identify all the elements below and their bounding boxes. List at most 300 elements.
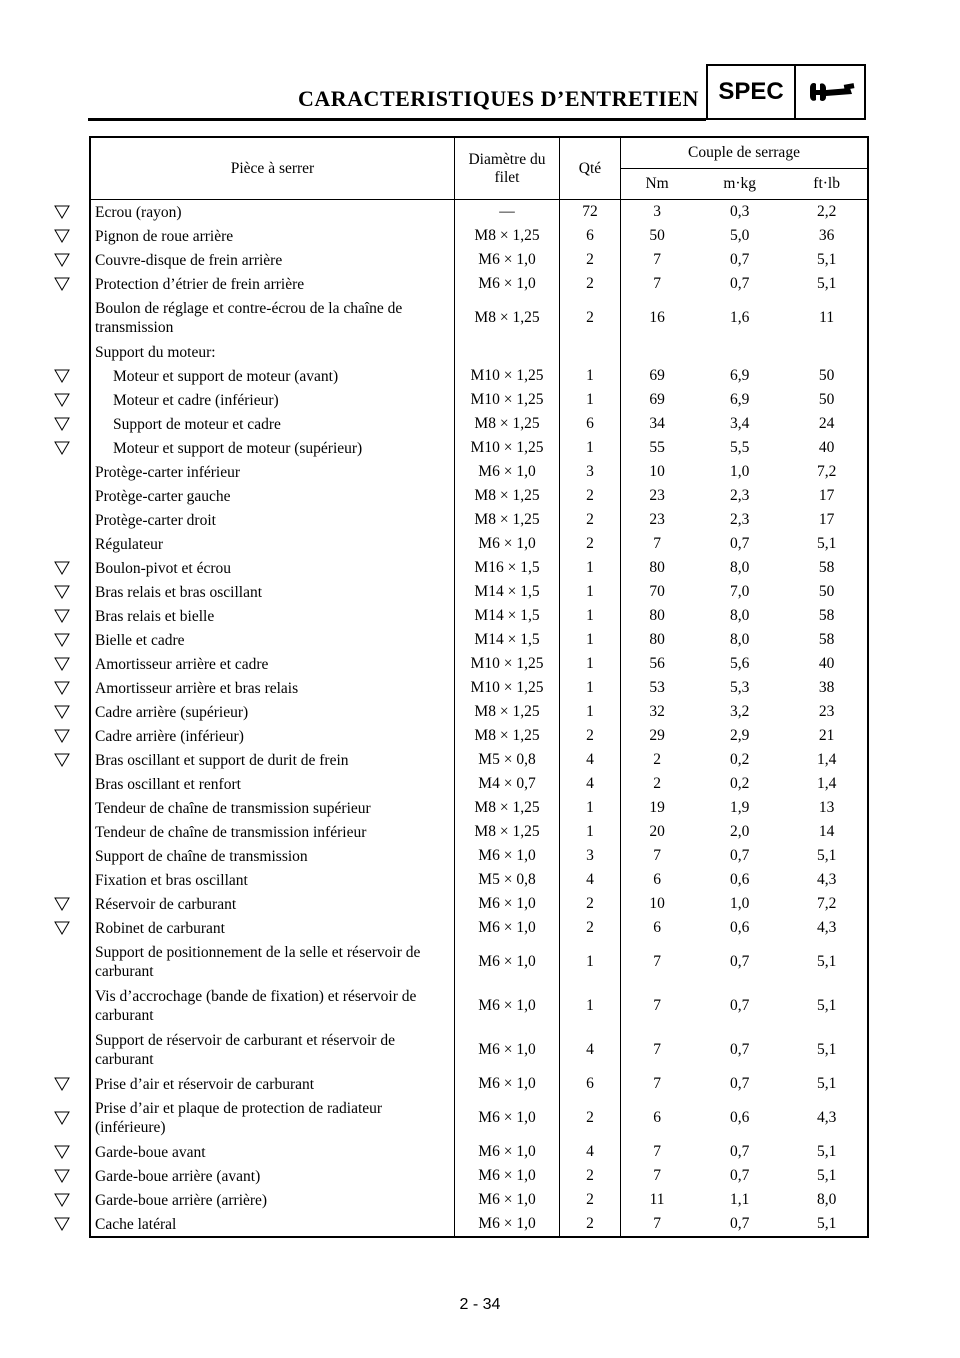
nm-cell: 32 xyxy=(649,703,665,720)
part-name: Protège-carter droit xyxy=(95,511,216,529)
table-row xyxy=(90,940,868,984)
mkg-cell: 0,3 xyxy=(730,203,750,220)
mkg-cell: 3,4 xyxy=(730,415,750,432)
part-name: Protège-carter gauche xyxy=(95,487,231,505)
table-row xyxy=(90,1212,868,1237)
table-row xyxy=(90,984,868,1028)
header-part: Pièce à serrer xyxy=(90,137,455,200)
qty-cell: 1 xyxy=(560,676,621,700)
mkg-cell: 1,6 xyxy=(730,309,750,326)
nm-cell: 69 xyxy=(649,391,665,408)
triangle-warning-icon xyxy=(54,609,70,623)
page-number: 2 - 34 xyxy=(459,1296,501,1313)
part-name: Bras relais et bras oscillant xyxy=(95,583,263,601)
triangle-warning-icon xyxy=(54,1145,70,1159)
diameter-cell: M14 × 1,5 xyxy=(455,628,560,652)
ftlb-cell: 5,1 xyxy=(816,1075,837,1092)
diameter-cell: M6 × 1,0 xyxy=(455,532,560,556)
nm-cell: 7 xyxy=(653,1143,661,1160)
triangle-warning-icon xyxy=(54,585,70,599)
qty-cell: 2 xyxy=(560,892,621,916)
part-cell xyxy=(90,200,455,225)
nm-cell: 7 xyxy=(653,1215,661,1232)
part-cell xyxy=(90,580,455,604)
part-name: Cache latéral xyxy=(95,1215,177,1233)
mkg-cell: 2,0 xyxy=(730,823,750,840)
triangle-warning-icon xyxy=(54,921,70,935)
table-row xyxy=(90,508,868,532)
mkg-cell: 6,9 xyxy=(730,391,750,408)
part-name: Bras oscillant et renfort xyxy=(95,775,241,793)
qty-cell: 6 xyxy=(560,224,621,248)
qty-cell: 3 xyxy=(560,844,621,868)
table-row xyxy=(90,748,868,772)
nm-cell: 7 xyxy=(653,535,661,552)
nm-cell: 7 xyxy=(653,1041,661,1058)
part-cell xyxy=(90,984,455,1028)
ftlb-cell: 40 xyxy=(818,655,835,672)
diameter-cell: M6 × 1,0 xyxy=(455,1164,560,1188)
table-row xyxy=(90,248,868,272)
nm-cell: 16 xyxy=(649,309,665,326)
part-cell xyxy=(90,604,455,628)
triangle-warning-icon xyxy=(54,561,70,575)
diameter-cell: M10 × 1,25 xyxy=(455,652,560,676)
nm-cell: 7 xyxy=(653,953,661,970)
mkg-cell: 2,3 xyxy=(730,511,750,528)
ftlb-cell: 4,3 xyxy=(816,919,837,936)
part-cell xyxy=(90,1140,455,1164)
part-cell xyxy=(90,248,455,272)
triangle-warning-icon xyxy=(54,681,70,695)
part-name: Réservoir de carburant xyxy=(95,895,237,913)
ftlb-cell: 23 xyxy=(818,703,835,720)
ftlb-cell: 17 xyxy=(818,511,835,528)
part-cell xyxy=(90,296,455,340)
ftlb-cell: 58 xyxy=(818,631,835,648)
qty-cell: 2 xyxy=(560,272,621,296)
part-name: Bras relais et bielle xyxy=(95,607,215,625)
ftlb-cell: 2,2 xyxy=(816,203,837,220)
part-cell xyxy=(90,484,455,508)
page-header xyxy=(0,0,960,130)
part-name: Support de réservoir de carburant et réservoir de carburant xyxy=(95,1032,395,1068)
qty-cell: 2 xyxy=(560,484,621,508)
table-row xyxy=(90,296,868,340)
table-row xyxy=(90,224,868,248)
nm-cell xyxy=(621,340,694,364)
nm-cell: 80 xyxy=(649,559,665,576)
table-row xyxy=(90,1072,868,1096)
diameter-cell: M10 × 1,25 xyxy=(455,676,560,700)
qty-cell: 4 xyxy=(560,772,621,796)
qty-cell: 2 xyxy=(560,724,621,748)
nm-cell: 70 xyxy=(649,583,665,600)
qty-cell: 2 xyxy=(560,916,621,940)
diameter-cell: M6 × 1,0 xyxy=(455,1072,560,1096)
nm-cell: 6 xyxy=(653,871,661,888)
mkg-cell: 0,7 xyxy=(730,997,750,1014)
part-name: Bras oscillant et support de durit de frein xyxy=(95,751,349,769)
ftlb-cell: 5,1 xyxy=(816,251,837,268)
mkg-cell: 7,0 xyxy=(730,583,750,600)
table-row xyxy=(90,628,868,652)
diameter-cell: M6 × 1,0 xyxy=(455,248,560,272)
diameter-cell xyxy=(455,340,560,364)
header-unit-nm: Nm xyxy=(621,169,694,200)
diameter-cell: M14 × 1,5 xyxy=(455,580,560,604)
mkg-cell: 1,0 xyxy=(730,463,750,480)
diameter-cell: M10 × 1,25 xyxy=(455,364,560,388)
nm-cell: 19 xyxy=(649,799,665,816)
ftlb-cell: 5,1 xyxy=(816,1143,837,1160)
nm-cell: 10 xyxy=(649,463,665,480)
qty-cell: 4 xyxy=(560,868,621,892)
part-cell xyxy=(90,1212,455,1237)
diameter-cell: M6 × 1,0 xyxy=(455,940,560,984)
diameter-cell: M10 × 1,25 xyxy=(455,388,560,412)
qty-cell: 1 xyxy=(560,940,621,984)
qty-cell: 4 xyxy=(560,748,621,772)
diameter-cell: M6 × 1,0 xyxy=(455,1096,560,1140)
qty-cell: 2 xyxy=(560,1096,621,1140)
part-name: Support de chaîne de transmission xyxy=(95,847,308,865)
ftlb-cell: 5,1 xyxy=(816,1041,837,1058)
part-cell xyxy=(90,844,455,868)
diameter-cell: M6 × 1,0 xyxy=(455,984,560,1028)
diameter-cell: M8 × 1,25 xyxy=(455,484,560,508)
table-row xyxy=(90,460,868,484)
part-cell xyxy=(90,796,455,820)
mkg-cell xyxy=(693,340,786,364)
nm-cell: 3 xyxy=(653,203,661,220)
table-row xyxy=(90,892,868,916)
ftlb-cell: 4,3 xyxy=(816,1109,837,1126)
triangle-warning-icon xyxy=(54,1193,70,1207)
mkg-cell: 0,2 xyxy=(730,775,750,792)
part-name: Amortisseur arrière et bras relais xyxy=(95,679,299,697)
torque-spec-table xyxy=(89,136,869,1238)
nm-cell: 69 xyxy=(649,367,665,384)
ftlb-cell: 5,1 xyxy=(816,953,837,970)
table-row xyxy=(90,340,868,364)
qty-cell: 1 xyxy=(560,700,621,724)
part-cell xyxy=(90,532,455,556)
part-cell xyxy=(90,556,455,580)
ftlb-cell: 13 xyxy=(818,799,835,816)
nm-cell: 2 xyxy=(653,751,661,768)
mkg-cell: 0,7 xyxy=(730,275,750,292)
qty-cell: 1 xyxy=(560,820,621,844)
diameter-cell: M8 × 1,25 xyxy=(455,796,560,820)
part-cell xyxy=(90,772,455,796)
mkg-cell: 1,1 xyxy=(730,1191,750,1208)
triangle-warning-icon xyxy=(54,1217,70,1231)
qty-cell xyxy=(560,340,621,364)
qty-cell: 2 xyxy=(560,296,621,340)
qty-cell: 1 xyxy=(560,984,621,1028)
nm-cell: 23 xyxy=(649,487,665,504)
nm-cell: 7 xyxy=(653,1075,661,1092)
table-row xyxy=(90,676,868,700)
ftlb-cell: 8,0 xyxy=(816,1191,837,1208)
table-row xyxy=(90,868,868,892)
diameter-cell: M6 × 1,0 xyxy=(455,1028,560,1072)
mkg-cell: 5,6 xyxy=(730,655,750,672)
page-title: CARACTERISTIQUES D’ENTRETIEN xyxy=(298,86,699,111)
qty-cell: 6 xyxy=(560,412,621,436)
triangle-warning-icon xyxy=(54,205,70,219)
nm-cell: 6 xyxy=(653,919,661,936)
mkg-cell: 8,0 xyxy=(730,559,750,576)
wrench-icon xyxy=(796,66,864,118)
part-name: Moteur et support de moteur (avant) xyxy=(113,367,339,385)
mkg-cell: 0,7 xyxy=(730,953,750,970)
part-cell xyxy=(90,820,455,844)
table-row xyxy=(90,1028,868,1072)
table-row xyxy=(90,724,868,748)
part-name: Prise d’air et plaque de protection de radiateur (inférieure) xyxy=(95,1100,383,1136)
diameter-cell: M6 × 1,0 xyxy=(455,916,560,940)
part-name: Protection d’étrier de frein arrière xyxy=(95,275,305,293)
mkg-cell: 0,7 xyxy=(730,535,750,552)
part-name: Pignon de roue arrière xyxy=(95,227,234,245)
part-name: Robinet de carburant xyxy=(95,919,225,937)
mkg-cell: 0,2 xyxy=(730,751,750,768)
mkg-cell: 0,6 xyxy=(730,871,750,888)
qty-cell: 1 xyxy=(560,628,621,652)
table-row xyxy=(90,700,868,724)
part-cell xyxy=(90,628,455,652)
ftlb-cell: 5,1 xyxy=(816,535,837,552)
nm-cell: 23 xyxy=(649,511,665,528)
nm-cell: 50 xyxy=(649,227,665,244)
qty-cell: 2 xyxy=(560,1188,621,1212)
nm-cell: 6 xyxy=(653,1109,661,1126)
triangle-warning-icon xyxy=(54,1111,70,1125)
part-cell xyxy=(90,508,455,532)
part-cell xyxy=(90,748,455,772)
diameter-cell: M10 × 1,25 xyxy=(455,436,560,460)
triangle-warning-icon xyxy=(54,729,70,743)
ftlb-cell: 58 xyxy=(818,559,835,576)
part-name: Support du moteur: xyxy=(95,343,216,361)
part-name: Garde-boue arrière (avant) xyxy=(95,1167,261,1185)
nm-cell: 7 xyxy=(653,847,661,864)
mkg-cell: 1,9 xyxy=(730,799,750,816)
header-unit-ftlb: ft·lb xyxy=(786,169,868,200)
mkg-cell: 5,5 xyxy=(730,439,750,456)
nm-cell: 7 xyxy=(653,251,661,268)
part-name: Boulon-pivot et écrou xyxy=(95,559,232,577)
diameter-cell: M6 × 1,0 xyxy=(455,272,560,296)
ftlb-cell: 50 xyxy=(818,367,835,384)
nm-cell: 55 xyxy=(649,439,665,456)
triangle-warning-icon xyxy=(54,705,70,719)
diameter-cell: M14 × 1,5 xyxy=(455,604,560,628)
part-cell xyxy=(90,1072,455,1096)
ftlb-cell: 38 xyxy=(818,679,835,696)
table-row xyxy=(90,1164,868,1188)
qty-cell: 1 xyxy=(560,580,621,604)
table-row xyxy=(90,1140,868,1164)
mkg-cell: 3,2 xyxy=(730,703,750,720)
part-cell xyxy=(90,1028,455,1072)
part-cell xyxy=(90,412,455,436)
ftlb-cell: 58 xyxy=(818,607,835,624)
nm-cell: 53 xyxy=(649,679,665,696)
table-row xyxy=(90,604,868,628)
mkg-cell: 0,7 xyxy=(730,1143,750,1160)
qty-cell: 3 xyxy=(560,460,621,484)
part-cell xyxy=(90,460,455,484)
triangle-warning-icon xyxy=(54,753,70,767)
diameter-cell: M8 × 1,25 xyxy=(455,508,560,532)
ftlb-cell: 1,4 xyxy=(816,751,837,768)
part-cell xyxy=(90,1188,455,1212)
mkg-cell: 5,3 xyxy=(730,679,750,696)
triangle-warning-icon xyxy=(54,229,70,243)
ftlb-cell: 5,1 xyxy=(816,275,837,292)
part-cell xyxy=(90,224,455,248)
diameter-cell: M8 × 1,25 xyxy=(455,700,560,724)
part-name: Garde-boue arrière (arrière) xyxy=(95,1191,268,1209)
part-name: Moteur et support de moteur (supérieur) xyxy=(113,439,363,457)
nm-cell: 2 xyxy=(653,775,661,792)
nm-cell: 7 xyxy=(653,1167,661,1184)
part-name: Support de moteur et cadre xyxy=(113,415,281,433)
ftlb-cell: 1,4 xyxy=(816,775,837,792)
diameter-cell: M6 × 1,0 xyxy=(455,1212,560,1237)
nm-cell: 80 xyxy=(649,631,665,648)
qty-cell: 4 xyxy=(560,1140,621,1164)
part-cell xyxy=(90,940,455,984)
ftlb-cell: 36 xyxy=(818,227,835,244)
table-row xyxy=(90,388,868,412)
diameter-cell: — xyxy=(455,200,560,225)
part-cell xyxy=(90,364,455,388)
qty-cell: 1 xyxy=(560,652,621,676)
ftlb-cell: 40 xyxy=(818,439,835,456)
mkg-cell: 0,7 xyxy=(730,251,750,268)
part-name: Amortisseur arrière et cadre xyxy=(95,655,269,673)
mkg-cell: 0,6 xyxy=(730,919,750,936)
mkg-cell: 6,9 xyxy=(730,367,750,384)
part-name: Moteur et cadre (inférieur) xyxy=(113,391,279,409)
triangle-warning-icon xyxy=(54,393,70,407)
qty-cell: 2 xyxy=(560,532,621,556)
ftlb-cell: 5,1 xyxy=(816,997,837,1014)
triangle-warning-icon xyxy=(54,277,70,291)
header-unit-mkg: m·kg xyxy=(693,169,786,200)
triangle-warning-icon xyxy=(54,441,70,455)
part-name: Cadre arrière (inférieur) xyxy=(95,727,244,745)
nm-cell: 80 xyxy=(649,607,665,624)
mkg-cell: 0,7 xyxy=(730,1167,750,1184)
spec-badge xyxy=(706,64,866,120)
table-row xyxy=(90,1096,868,1140)
qty-cell: 1 xyxy=(560,436,621,460)
part-cell xyxy=(90,868,455,892)
diameter-cell: M8 × 1,25 xyxy=(455,724,560,748)
ftlb-cell: 11 xyxy=(819,309,835,326)
table-row xyxy=(90,652,868,676)
part-name: Fixation et bras oscillant xyxy=(95,871,248,889)
table-body xyxy=(90,200,868,1238)
diameter-cell: M16 × 1,5 xyxy=(455,556,560,580)
triangle-warning-icon xyxy=(54,1077,70,1091)
mkg-cell: 8,0 xyxy=(730,631,750,648)
diameter-cell: M6 × 1,0 xyxy=(455,892,560,916)
triangle-warning-icon xyxy=(54,633,70,647)
nm-cell: 7 xyxy=(653,275,661,292)
triangle-warning-icon xyxy=(54,369,70,383)
part-name: Ecrou (rayon) xyxy=(95,203,182,221)
part-name: Tendeur de chaîne de transmission inférieur xyxy=(95,823,367,841)
mkg-cell: 0,6 xyxy=(730,1109,750,1126)
header-diameter: Diamètre du filet xyxy=(455,137,560,200)
mkg-cell: 2,3 xyxy=(730,487,750,504)
mkg-cell: 0,7 xyxy=(730,847,750,864)
qty-cell: 1 xyxy=(560,604,621,628)
header-rule xyxy=(88,118,706,121)
qty-cell: 2 xyxy=(560,248,621,272)
ftlb-cell: 21 xyxy=(818,727,835,744)
mkg-cell: 2,9 xyxy=(730,727,750,744)
diameter-cell: M8 × 1,25 xyxy=(455,412,560,436)
ftlb-cell: 14 xyxy=(818,823,835,840)
ftlb-cell: 24 xyxy=(818,415,835,432)
diameter-cell: M8 × 1,25 xyxy=(455,820,560,844)
qty-cell: 4 xyxy=(560,1028,621,1072)
part-cell xyxy=(90,892,455,916)
qty-cell: 6 xyxy=(560,1072,621,1096)
mkg-cell: 0,7 xyxy=(730,1215,750,1232)
diameter-cell: M6 × 1,0 xyxy=(455,1140,560,1164)
table-row xyxy=(90,1188,868,1212)
part-cell xyxy=(90,272,455,296)
triangle-warning-icon xyxy=(54,897,70,911)
ftlb-cell: 17 xyxy=(818,487,835,504)
diameter-cell: M4 × 0,7 xyxy=(455,772,560,796)
header-qty: Qté xyxy=(560,137,621,200)
part-cell xyxy=(90,436,455,460)
part-cell xyxy=(90,388,455,412)
table-row xyxy=(90,820,868,844)
part-cell xyxy=(90,700,455,724)
triangle-warning-icon xyxy=(54,253,70,267)
part-name: Boulon de réglage et contre-écrou de la chaîne de transmission xyxy=(95,300,403,336)
part-cell xyxy=(90,916,455,940)
qty-cell: 72 xyxy=(560,200,621,225)
nm-cell: 56 xyxy=(649,655,665,672)
part-cell xyxy=(90,340,455,364)
ftlb-cell xyxy=(786,340,868,364)
table-row xyxy=(90,916,868,940)
part-cell xyxy=(90,652,455,676)
qty-cell: 1 xyxy=(560,388,621,412)
ftlb-cell: 50 xyxy=(818,391,835,408)
ftlb-cell: 4,3 xyxy=(816,871,837,888)
table-row xyxy=(90,364,868,388)
triangle-warning-icon xyxy=(54,657,70,671)
mkg-cell: 1,0 xyxy=(730,895,750,912)
part-name: Cadre arrière (supérieur) xyxy=(95,703,249,721)
triangle-warning-icon xyxy=(54,417,70,431)
part-name: Support de positionnement de la selle et réservoir de carburant xyxy=(95,944,421,980)
table-row xyxy=(90,436,868,460)
table-row xyxy=(90,200,868,225)
